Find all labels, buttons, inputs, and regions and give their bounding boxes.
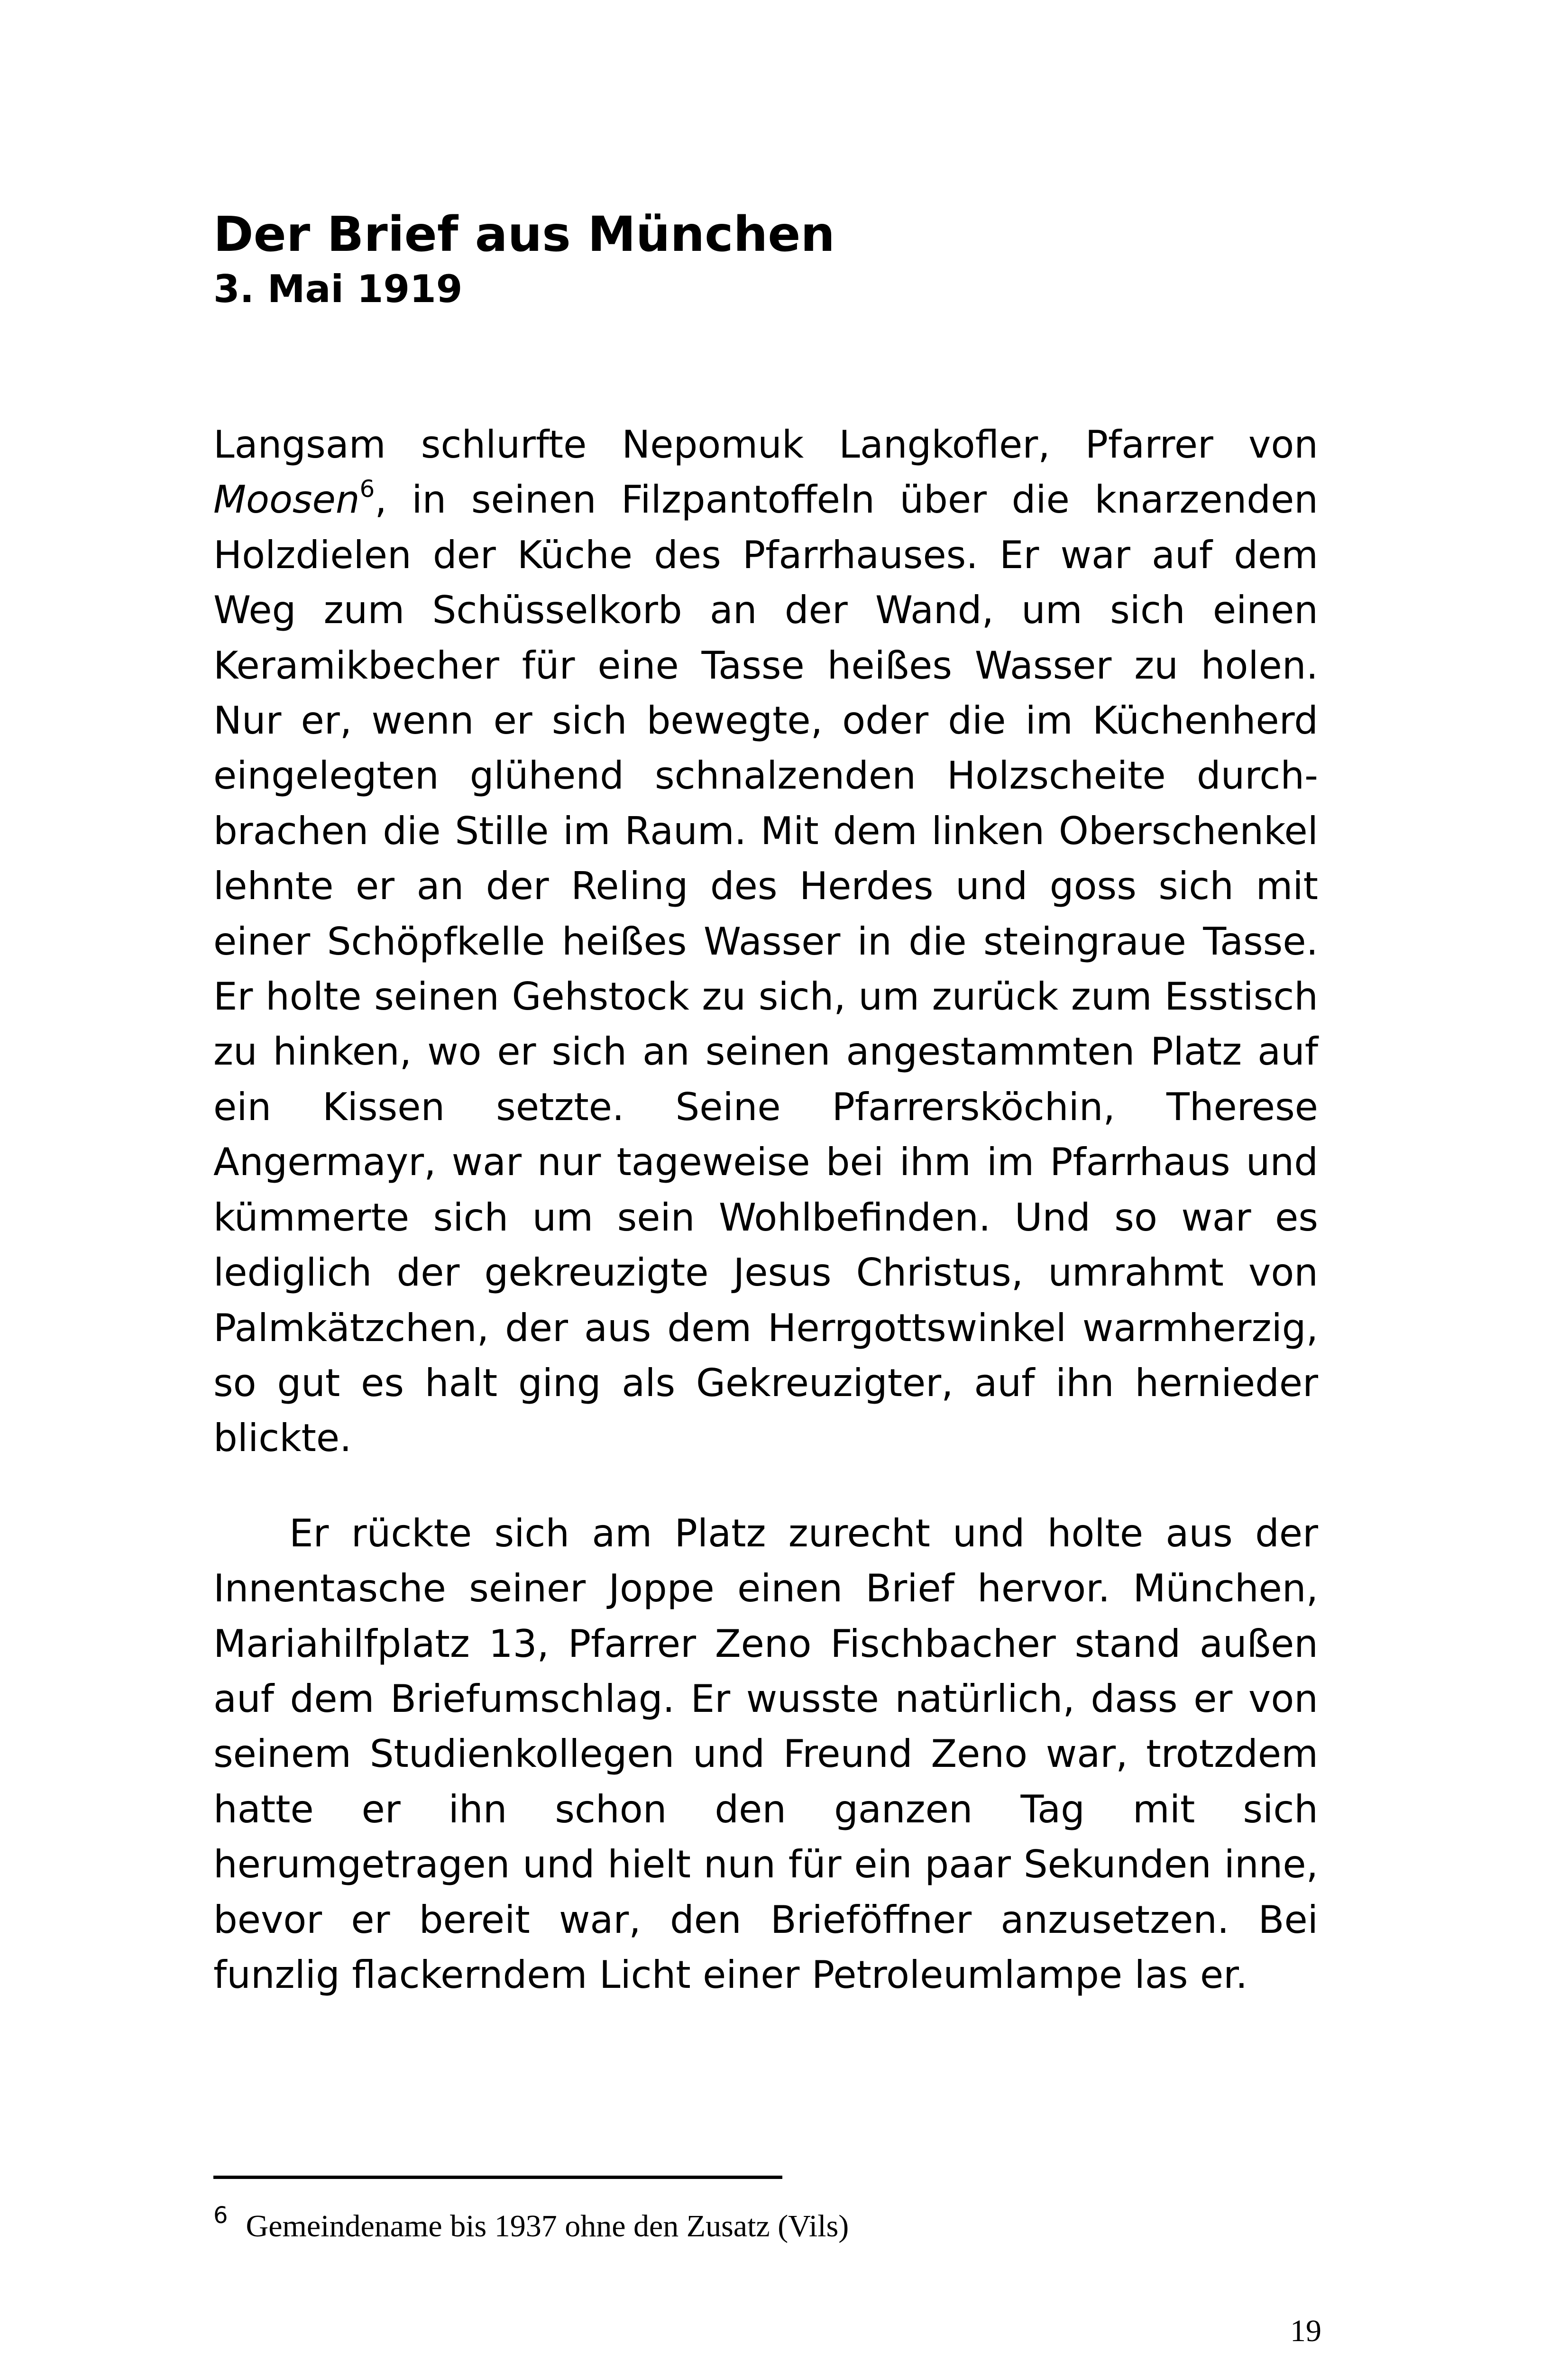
page-number: 19 xyxy=(1290,2314,1321,2348)
body-text xyxy=(213,417,1318,2003)
footnote-number: 6 xyxy=(213,2202,228,2229)
chapter-heading xyxy=(213,204,1351,313)
place-name: Moosen xyxy=(213,478,360,522)
paragraph-2: Er rückte sich am Platz zurecht und holte aus der Innentasche seiner Joppe einen Brief hervor. München, Mariahilfplatz 13, Pfarrer Zeno Fischbacher stand außen auf dem Briefumschlag. Er wusste natürlich, dass er von seinem Studienkollegen und Freund Zeno war, trotzdem hatte er ihn schon den ganzen Tag mit sich herumgetragen und hielt nun für ein paar Sekunden inne, bevor er bereit war, den Brieföffner anzusetzen. Bei funzlig flackerndem Licht einer Petroleumlampe las er. xyxy=(213,1511,1318,1997)
chapter-date: 3. Mai 1919 xyxy=(213,267,463,311)
footnote-divider xyxy=(213,2176,782,2179)
footnote xyxy=(213,2202,1304,2250)
footnote-reference: 6 xyxy=(359,475,375,503)
paragraph-1-lead: Langsam schlurfte Nepomuk Langkofler, Pfarrer von xyxy=(213,423,1318,467)
paragraph-1-rest: , in seinen Filzpantoffeln über die knarzenden Holzdielen der Küche des Pfarrhauses. Er war auf dem Weg zum Schüsselkorb an der Wand, um sich einen Keramikbecher für eine Tasse heißes Wasser zu holen. Nur er, wenn er sich bewegte, oder die im Küchenherd eingelegten glühend schnalzenden Holzscheite durchbrachen die Stille im Raum. Mit dem linken Oberschenkel lehnte er an der Reling des Herdes und goss sich mit einer Schöpfkelle heißes Wasser in die steingraue Tasse. Er holte seinen Gehstock zu sich, um zurück zum Esstisch zu hinken, wo er sich an seinen angestammten Platz auf ein Kissen setzte. Seine Pfarrersköchin, Therese Angermayr, war nur tageweise bei ihm im Pfarrhaus und kümmerte sich um sein Wohlbefinden. Und so war es lediglich der gekreuzigte Jesus Christus, umrahmt von Palmkätzchen, der aus dem Herrgottswinkel warmherzig, so gut es halt ging als Gekreuzigter, auf ihn hernieder blickte. xyxy=(213,478,1318,1461)
chapter-title: Der Brief aus München xyxy=(213,206,835,263)
footnote-text: Gemeindename bis 1937 ohne den Zusatz (Vils) xyxy=(246,2209,849,2243)
paragraph-1 xyxy=(213,417,1318,1466)
